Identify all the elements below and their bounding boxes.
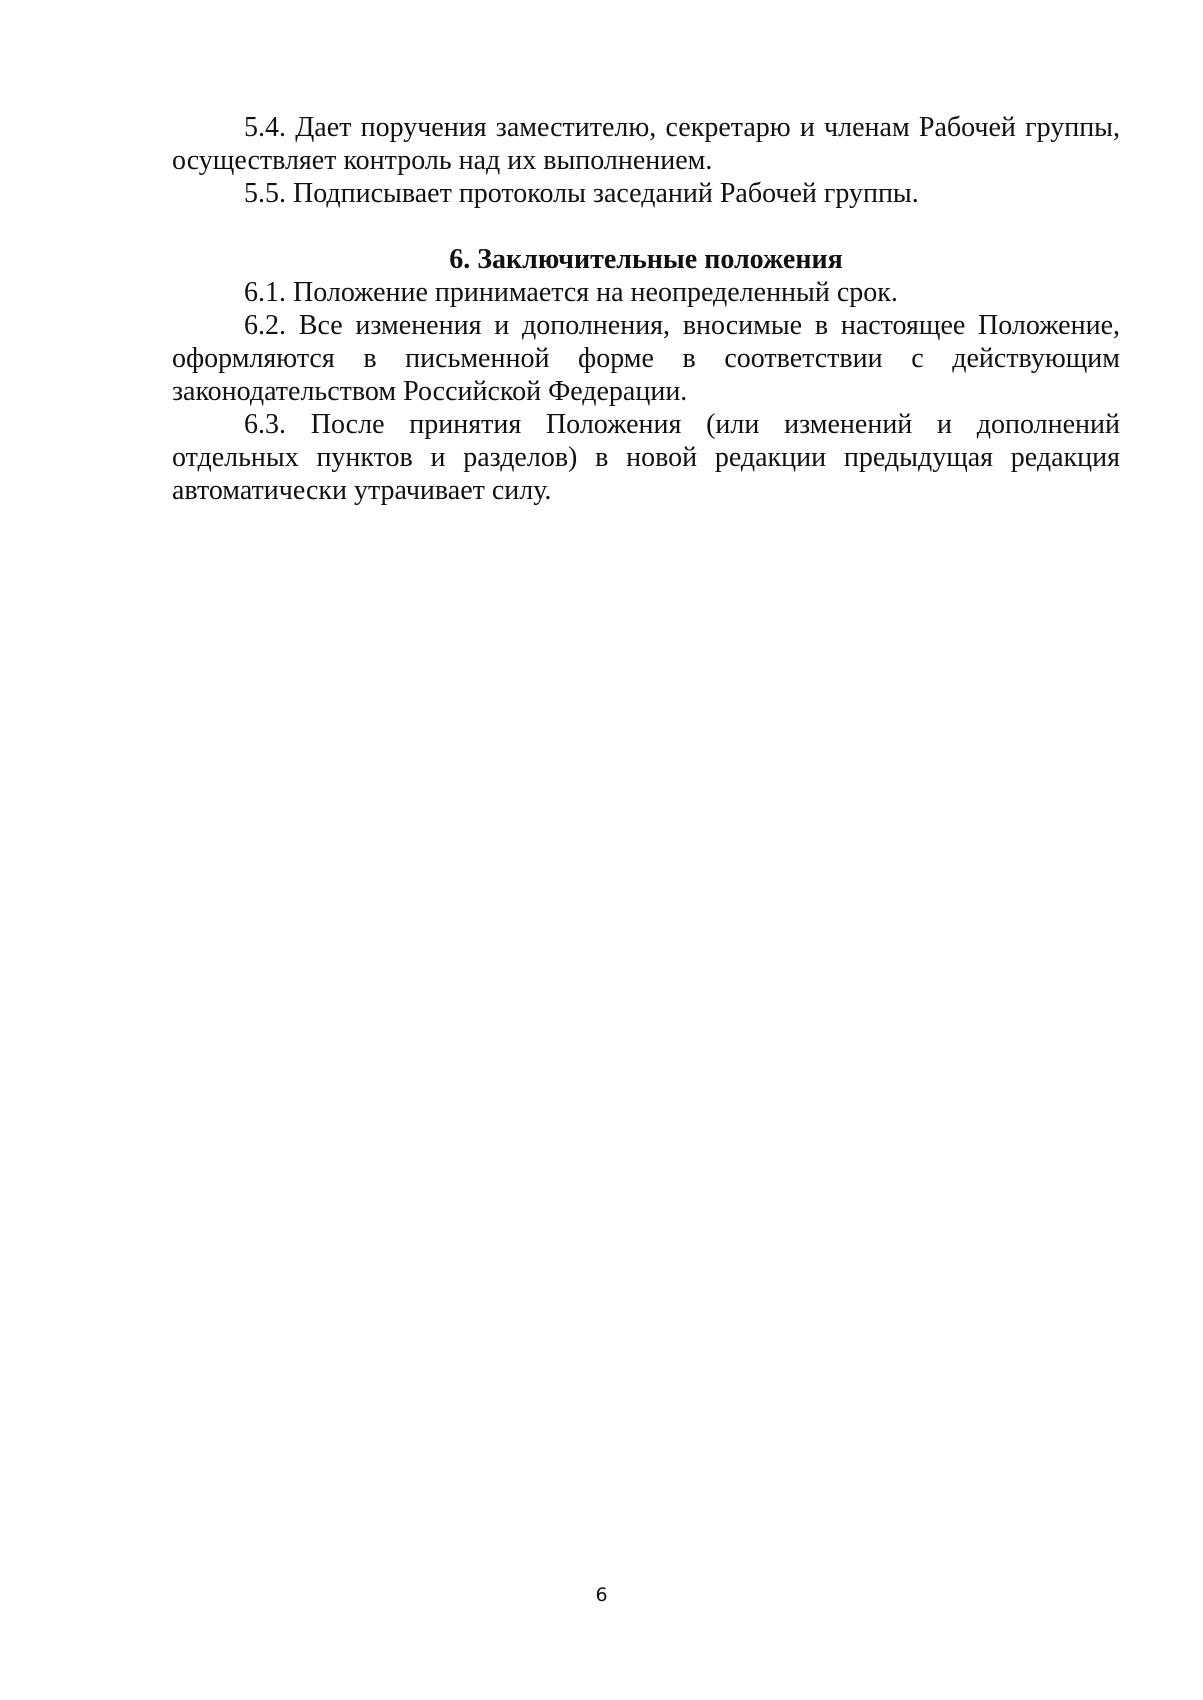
page-number: 6 — [595, 1584, 608, 1606]
paragraph-5-4: 5.4. Дает поручения заместителю, секретарю и членам Рабочей группы, осуществляет контроль над их выполнением. — [172, 112, 1120, 176]
paragraph-6-1: 6.1. Положение принимается на неопределенный срок. — [244, 277, 898, 308]
document-body — [172, 111, 1120, 507]
paragraph-5-5: 5.5. Подписывает протоколы заседаний Рабочей группы. — [244, 178, 919, 209]
paragraph-6-2: 6.2. Все изменения и дополнения, вносимые в настоящее Положение, оформляются в письменной форме в соответствии с действующим законодательством Российской Федерации. — [172, 310, 1120, 407]
section-6-heading: 6. Заключительные положения — [449, 244, 843, 275]
paragraph-6-3: 6.3. После принятия Положения (или изменений и дополнений отдельных пунктов и разделов) в новой редакции предыдущая редакция автоматически утрачивает силу. — [172, 409, 1120, 506]
